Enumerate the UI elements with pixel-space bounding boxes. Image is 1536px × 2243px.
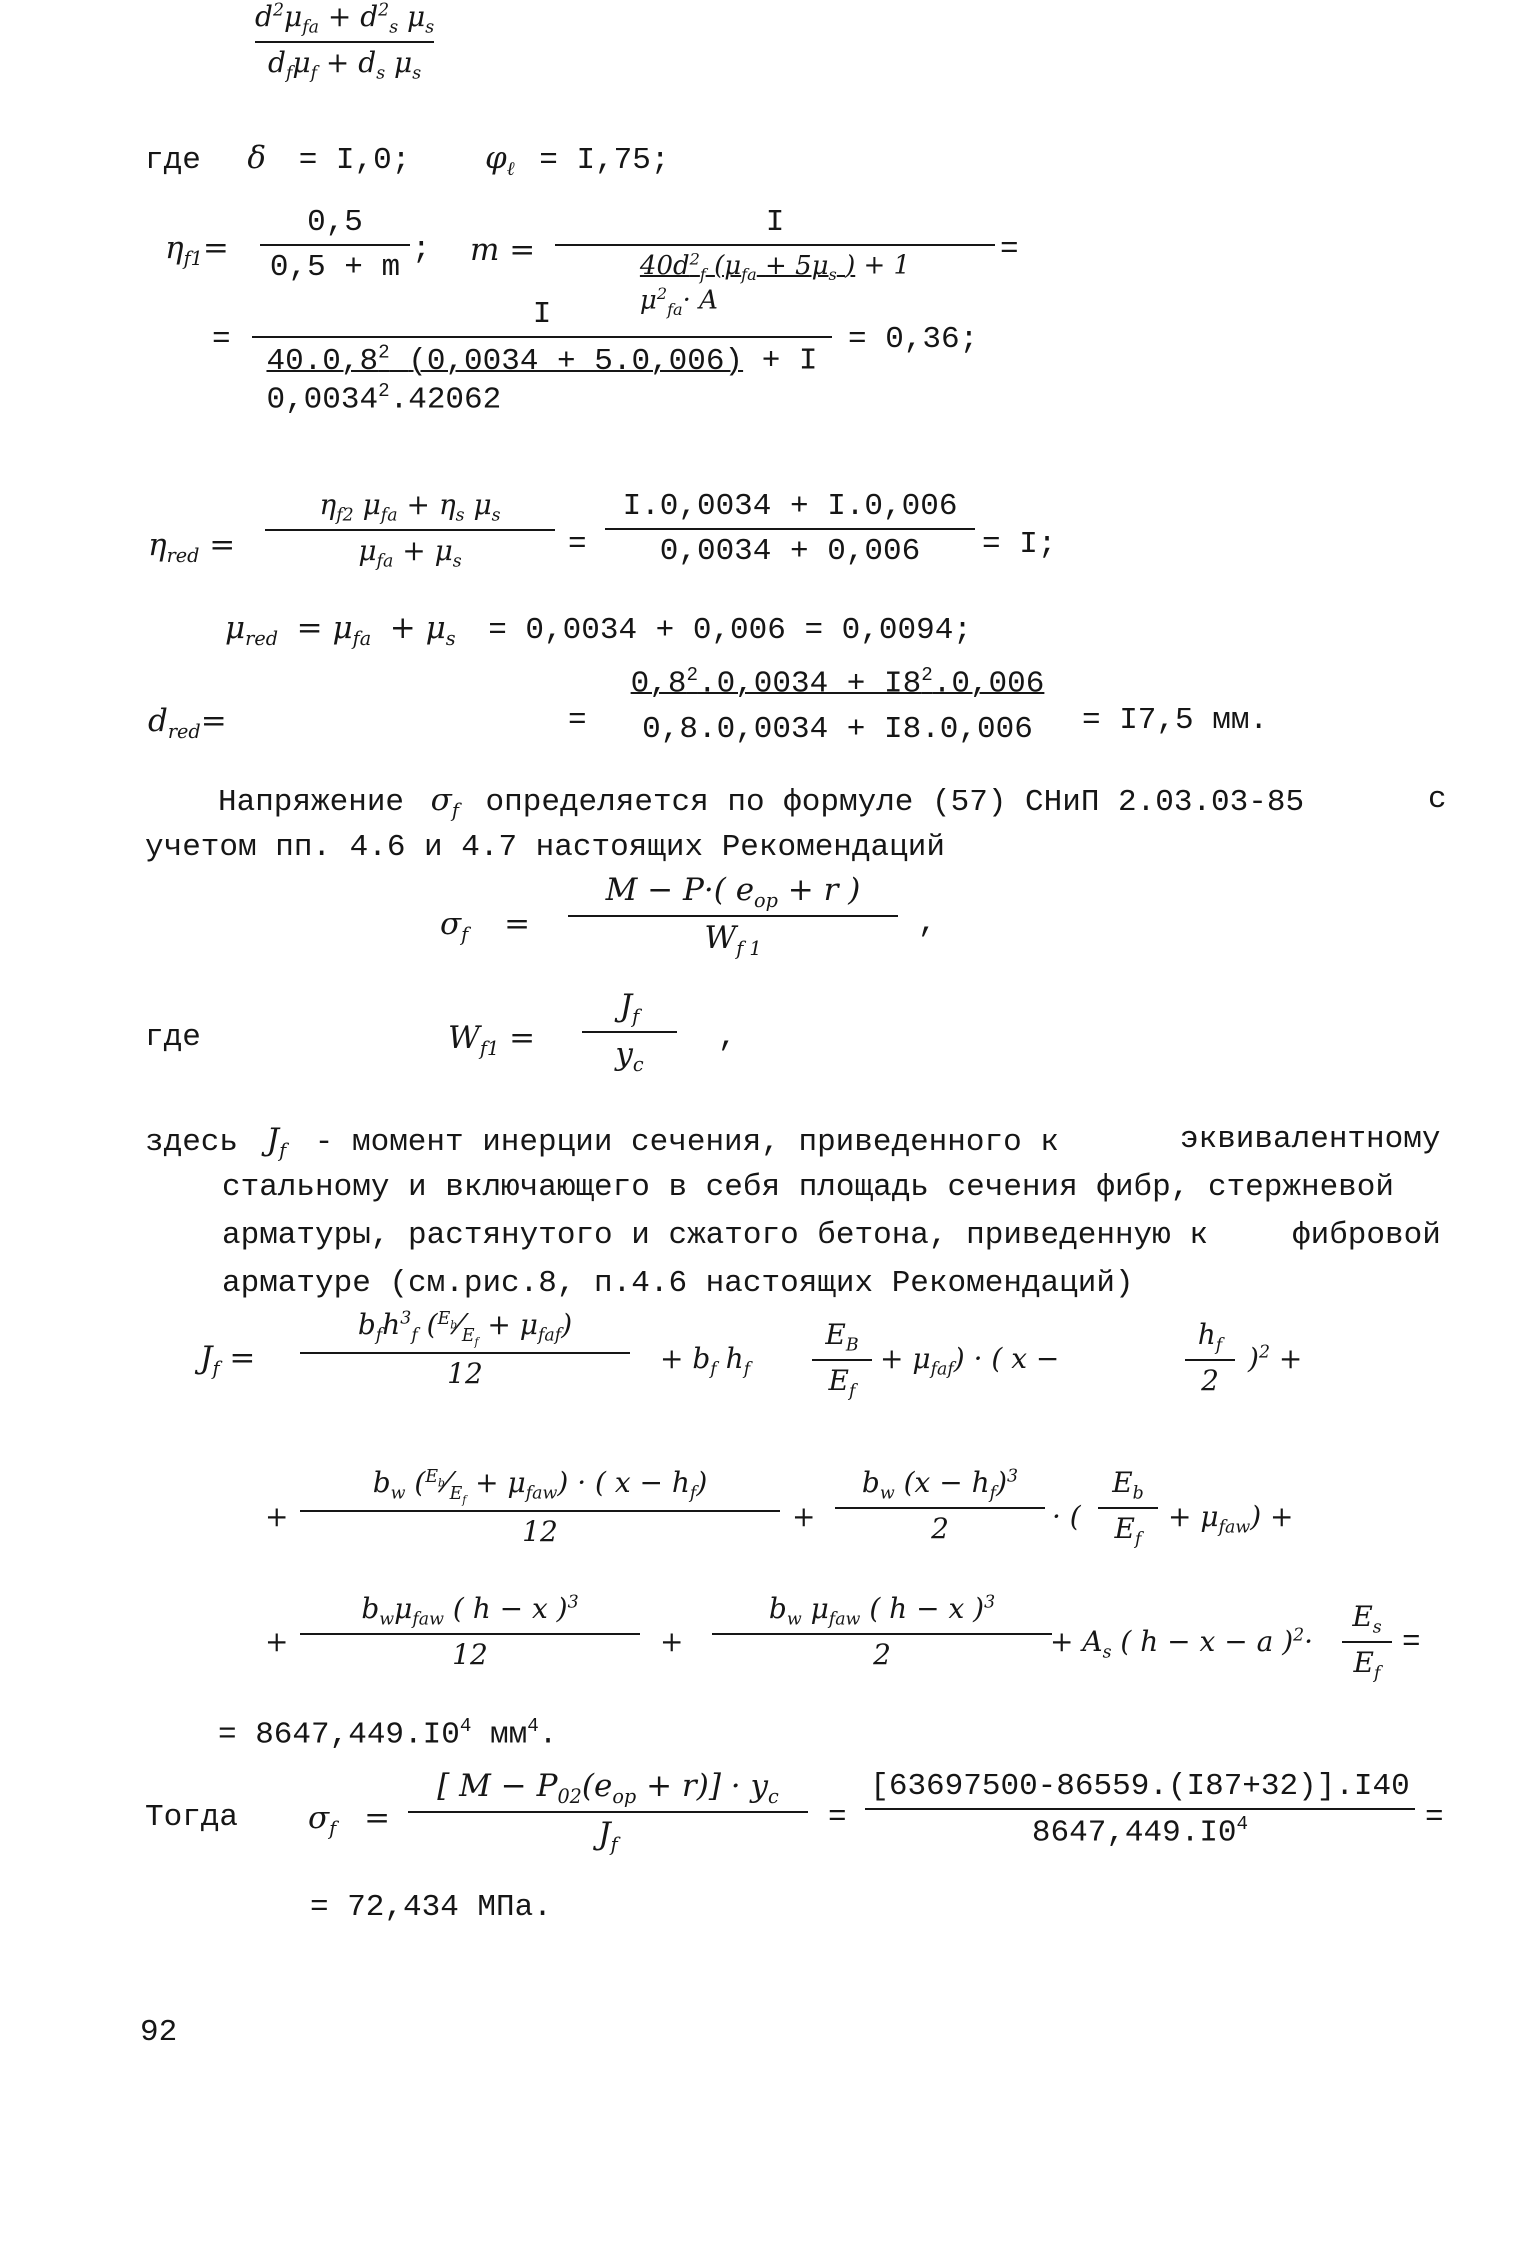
eta-red-numeric-numerator: I.0,0034 + I.0,006 xyxy=(622,489,958,524)
togda-numeric-numerator: [63697500-86559.(I87+32)].I40 xyxy=(870,1769,1410,1804)
j-result: = $8647,449.I0^4$ $мм^4$. xyxy=(218,1715,558,1753)
j-row2-plus: + xyxy=(265,1500,289,1533)
m-result: = 0,36; xyxy=(848,322,979,357)
phi-value: = I,75; xyxy=(539,143,670,178)
mu-red-line: $\mu_{red} = \mu_{fa} + \mu_s = 0,0034 + 0,006 = 0,0094$; xyxy=(225,610,972,651)
fraction-bar xyxy=(835,1507,1045,1509)
j-row1-end: )$^2$ + xyxy=(1248,1342,1303,1375)
fraction-bar xyxy=(260,244,410,246)
togda-numeric-fraction xyxy=(865,1768,1415,1852)
fraction-bar xyxy=(252,336,832,338)
j-row1-term2: + $b_f$ $h_f$ xyxy=(660,1342,751,1380)
togda-label: Тогда xyxy=(145,1800,239,1835)
m-trailing-eq: = xyxy=(1000,232,1019,267)
fraction-bar xyxy=(865,1808,1415,1810)
paragraph-napryazhenie-line2: учетом пп. 4.6 и 4.7 настоящих Рекомендаций xyxy=(145,830,945,865)
j-row2-term1-numerator: $b_w$ $(^{E_b}⁄_{E_f} + \mu_{faw})$ · ( $x - h_f$) xyxy=(372,1466,708,1507)
eta-red-numeric-fraction xyxy=(605,488,975,570)
eta-red-lhs: $\eta_{red}$ = xyxy=(148,527,236,568)
m-line2-eq: = xyxy=(212,322,231,357)
paragraph-napryazhenie-tail: с xyxy=(1428,782,1447,817)
togda-eq2: = xyxy=(828,1800,847,1835)
fraction-bar xyxy=(300,1633,640,1635)
j-row2-term3: $E_b$ $E_f$ xyxy=(1098,1466,1158,1551)
m-numerator: I xyxy=(765,205,785,240)
phi-subscript: ℓ xyxy=(506,157,515,181)
fraction-bar xyxy=(605,528,975,530)
j-lhs: $J_f$ = xyxy=(200,1340,256,1381)
paragraph-napryazhenie: Напряжение $\sigma_f$ определяется по формуле (57) СНиП 2.03.03-85 xyxy=(218,782,1305,823)
d-red-numeric-fraction xyxy=(605,664,1070,748)
eta-red-numeric-denominator: 0,0034 + 0,006 xyxy=(659,534,921,570)
j-row1-eb-ef-fraction: $E_B$ $E_f$ xyxy=(812,1318,872,1403)
j-row3-term3: + $A_s$ ( h − x − a )$^2$· xyxy=(1050,1625,1314,1663)
d-red-numeric-numerator: $0,8^2.0,0034 + I8^2.0,006$ xyxy=(630,664,1045,702)
j-row2-mu: + $\mu_{faw}$) + xyxy=(1168,1500,1294,1538)
sigma-comma: , xyxy=(918,906,937,941)
sigma-lhs: $\sigma_f$ = xyxy=(440,906,531,947)
m-expanded-numerator: I xyxy=(532,297,552,332)
delta-symbol: δ xyxy=(247,140,267,176)
j-row1-hf-2-fraction: $h_f$ 2 xyxy=(1185,1318,1235,1398)
phi-symbol: φ xyxy=(484,140,507,176)
j-row2-term1: $b_w$ $(^{E_b}⁄_{E_f} + \mu_{faw})$ · ( $x - h_f$) 12 xyxy=(300,1466,780,1549)
togda-fraction xyxy=(408,1768,808,1857)
togda-numerator: [ $M - P_{02}(e_{op} + r)] \cdot y_c$ xyxy=(437,1768,779,1809)
w-lhs: $W_{f1}$ = xyxy=(448,1020,536,1061)
j-row3-term2: $b_w$ $\mu_{faw}$ ( h − x )$^3$ 2 xyxy=(712,1592,1052,1672)
w-numerator: $J_f$ xyxy=(619,988,640,1029)
w-denominator: $y_c$ xyxy=(615,1036,644,1077)
togda-numeric-denominator: $8647,449.I0^4$ xyxy=(1031,1813,1249,1851)
sigma-fraction xyxy=(568,872,898,961)
eta-red-fraction xyxy=(265,488,555,573)
eta-red-result: = I; xyxy=(982,527,1057,562)
eta-f1-separator: ; xyxy=(412,232,431,267)
m-lhs: m = xyxy=(470,232,536,268)
paragraph-zdes-line2: стальному и включающего в себя площадь сечения фибр, стержневой xyxy=(222,1170,1394,1205)
togda-lhs: $\sigma_f$ = xyxy=(308,1800,391,1841)
j-row2-t2-plus: + xyxy=(792,1500,816,1533)
eta-red-numerator: $\eta_{f2}$ $\mu_{fa} + \eta_s$ $\mu_s$ xyxy=(319,488,501,526)
j-row2-dot: · ( xyxy=(1052,1500,1081,1533)
fraction-bar xyxy=(265,529,555,531)
j-row2-term2: $b_w$ $(x - h_f)^3$ 2 xyxy=(835,1466,1045,1546)
fraction-bar xyxy=(300,1510,780,1512)
eta-red-eq2: = xyxy=(568,527,587,562)
paragraph-zdes-line1: здесь $J_f$ - момент инерции сечения, приведенного к xyxy=(145,1122,1059,1163)
fraction-bar xyxy=(812,1359,872,1361)
w-fraction xyxy=(582,988,677,1077)
d-red-numerator: $d^2\mu_{fa} + d^2_s$ $\mu_s$ xyxy=(255,0,435,38)
m-expanded-denominator: 40.0,8$^2$ (0,0034 + 5.0,006) + I 0,0034$^2$.42062 xyxy=(266,341,818,418)
j-row3-term1: $b_w\mu_{faw}$ ( h − x )$^3$ 12 xyxy=(300,1592,640,1672)
w-gde: где xyxy=(145,1020,201,1055)
eta-f1-fraction xyxy=(260,204,410,286)
paragraph-zdes-line1-tail: эквивалентному xyxy=(1180,1122,1441,1157)
d-red-numeric-denominator: 0,8.0,0034 + I8.0,006 xyxy=(642,711,1033,747)
gde-word: где xyxy=(145,143,201,178)
fraction-bar xyxy=(582,1031,677,1033)
eta-f1-lhs: $\eta_{f1}=$ xyxy=(165,230,229,271)
w-comma: , xyxy=(718,1020,737,1055)
delta-value: = I,0; xyxy=(298,143,411,178)
line-gde-delta-phi xyxy=(145,140,670,181)
m-expanded-fraction xyxy=(252,296,832,418)
eta-red-denominator: $\mu_{fa} + \mu_s$ xyxy=(358,534,462,573)
togda-result: = 72,434 МПа. xyxy=(310,1890,552,1925)
paragraph-zdes-line4: арматуре (см.рис.8, п.4.6 настоящих Рекомендаций) xyxy=(222,1266,1134,1301)
page-number: 92 xyxy=(140,2015,178,2050)
eta-f1-denominator: 0,5 + m xyxy=(269,250,401,286)
j-row1-term1-numerator: $b_fh^3_f$ $(^{E_b}⁄_{E_f} + \mu_{faf})$ xyxy=(357,1308,573,1349)
sigma-denominator: $W_{f 1}$ xyxy=(704,920,762,961)
sigma-numerator: M − P·( $e_{op} + r$ ) xyxy=(605,872,861,913)
m-denominator: $40d^2_f$ ($\mu_{fa} + 5\mu_s$ ) + 1 $\mu^2_{fa}\cdot A$ xyxy=(639,249,911,320)
d-red-lhs: $d_{red}=$ xyxy=(148,703,227,744)
fraction-bar xyxy=(1098,1507,1158,1509)
togda-denominator: $J_f$ xyxy=(598,1816,618,1857)
d-red-result: = I7,5 мм. xyxy=(1082,703,1269,738)
j-row3-term4: $E_s$ $E_f$ xyxy=(1342,1600,1392,1685)
j-row3-eq: = xyxy=(1402,1625,1421,1660)
fraction-bar xyxy=(408,1811,808,1813)
fraction-bar xyxy=(1342,1641,1392,1643)
d-red-eq2: = xyxy=(568,703,587,738)
fraction-bar xyxy=(712,1633,1052,1635)
fraction-bar xyxy=(1185,1359,1235,1361)
fraction-bar xyxy=(555,244,995,246)
d-red-denominator: $d_f\mu_f + d_s$ $\mu_s$ xyxy=(268,46,422,85)
j-row3-plus2: + xyxy=(660,1625,684,1658)
paragraph-zdes-line3-tail: фибровой xyxy=(1292,1218,1441,1253)
j-row1-term1-denominator: 12 xyxy=(447,1356,483,1390)
fraction-bar xyxy=(568,915,898,917)
j-row1-mu-x: + $\mu_{faf}$) · ( x − xyxy=(880,1342,1060,1380)
j-row1-term1 xyxy=(300,1308,630,1391)
j-row3-plus: + xyxy=(265,1625,289,1658)
fraction-bar xyxy=(255,41,434,43)
fraction-bar xyxy=(300,1352,630,1354)
paragraph-zdes-line3: арматуры, растянутого и сжатого бетона, приведенную к xyxy=(222,1218,1208,1253)
d-red-fraction xyxy=(255,0,434,85)
eta-f1-numerator: 0,5 xyxy=(307,205,363,240)
togda-trailing-eq: = xyxy=(1425,1800,1444,1835)
